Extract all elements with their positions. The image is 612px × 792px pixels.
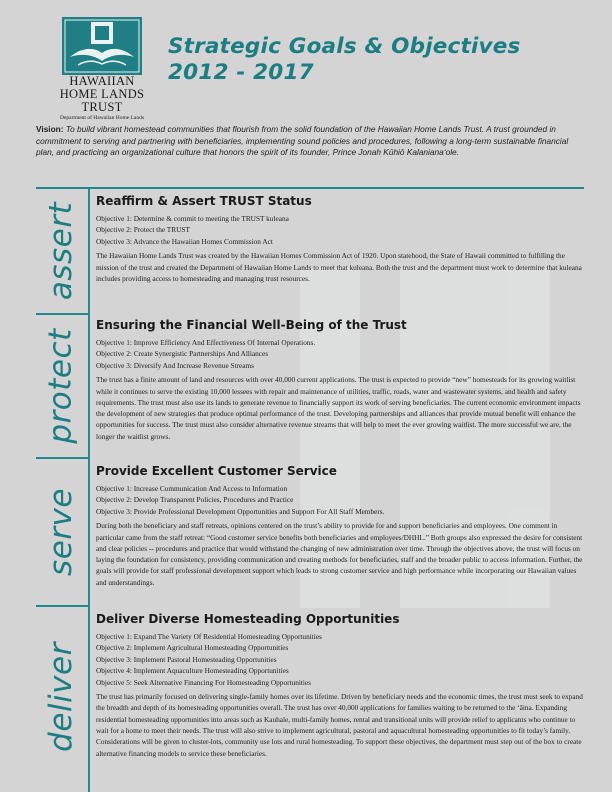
objective-item: Objective 2: Protect the TRUST [96,225,190,235]
title-line-1: Strategic Goals & Objectives [168,34,521,59]
section-paragraph: The trust has primarily focused on delivering single-family homes over its lifetime. Driven by beneficiary needs and the economic times, the trust must seek to expand the breadth and depth of its homesteading opportunities overall. The trust has over 40,000 applications for families waiting to be returned to the ʻāina. Expanding residential homesteading opportunities into areas such as Kauhale, multi-family homes, rental and transitional units will provide relief to applicants who continue to wait for a home to meet their needs. The trust will also strive to implement agricultural, pastoral and aquacultural homesteading opportunities to fit today’s family. Considerations will be given to cluster-lots, community use lots and rural homesteading. To support these objectives, the department must step out of the box to create alternative financing models to service these beneficiaries. [96,692,583,758]
side-label-deliver: deliver [43,642,80,752]
objective-item: Objective 3: Implement Pastoral Homesteading Opportunities [96,654,277,664]
objective-item: Objective 4: Implement Aquaculture Homesteading Opportunities [96,666,289,676]
section-deliver [96,611,584,759]
section-heading: Provide Excellent Customer Service [96,464,337,478]
logo-line-3: TRUST [81,100,123,114]
trust-logo-icon [62,17,142,75]
logo-department: Department of Hawaiian Home Lands [60,115,144,121]
objective-item: Objective 1: Increase Communication And Access to Information [96,484,288,493]
objective-item: Objective 2: Implement Agricultural Homesteading Opportunities [96,643,289,653]
logo-caption [40,75,164,122]
objective-item: Objective 1: Improve Efficiency And Effectiveness Of Internal Operations. [96,338,316,347]
objective-item: Objective 5: Seek Alternative Financing For Homesteading Opportunities [96,677,312,687]
title-line-2: 2012 - 2017 [168,60,314,85]
section-paragraph: The trust has a finite amount of land and resources with over 40,000 current applications. The trust is expected to provide “new” homesteads for its growing waitlist while it continues to serve the existing 10,000 lessees with repair and maintenance of utilities, traffic, roads, water and wastewater systems, and health and safety requirements. The trust must also use its lands to generate revenue to financially support its work of serving beneficiaries. The current economic environment impacts the development of new strategies that produce optimal performance of the trust. Developing partnerships and alliances that provide mutual benefit will enhance the opportunities for success. The trust must also consider alternative revenue streams that will help to meet the ever growing waitlist. The more successful we are, the longer the waitlist grows. [96,375,581,441]
objective-item: Objective 2: Develop Transparent Policies, Procedures and Practice [96,495,294,505]
vision-label: Vision: [36,124,64,134]
vision-statement [36,124,580,159]
section-paragraph: During both the beneficiary and staff retreats, opinions centered on the trust’s ability to provide for and support beneficiaries and employees. One comment in particular came from the staff retreat: “Good customer service benefits both beneficiaries and employees/DHHL.” Both groups also expressed the desire for consistent and clear policies -- procedures and practice that would withstand the changing of new administration over time. Through the objectives above, the trust will focus on laying the foundation for consistency, providing communication and creating methods for beneficiaries, staff and the broader public to access information. Further, the goals will provide for staff professional development support which leads to strong customer service and high performance while incorporating our Hawaiian values and understandings. [96,521,583,587]
section-protect [96,317,584,442]
section-heading: Ensuring the Financial Well-Being of the Trust [96,318,407,332]
section-serve [96,463,584,588]
objective-item: Objective 2: Create Synergistic Partnerships And Alliances [96,349,269,359]
vision-text: To build vibrant homestead communities that flourish from the solid foundation of the Hawaiian Home Lands Trust. A trust grounded in commitment to serving and partnering with beneficiaries, implementing sound policies and procedures, following a long-term sustainable financial plan, and practicing an organizational culture that honors the spirit of its founder, Prince Jonah Kūhiō Kalanianaʻole. [36,124,569,157]
objective-item: Objective 3: Diversify And Increase Revenue Streams [96,360,255,370]
side-label-protect: protect [43,328,80,444]
section-paragraph: The Hawaiian Home Lands Trust was created by the Hawaiian Homes Commission Act of 1920. Upon statehood, the State of Hawaii committed to fulfilling the mission of the trust and created the Department of Hawaiian Home Lands to meet that kuleana. Both the trust and the department must work to determine that kuleana includes providing access to homesteading and managing trust resources. [96,251,582,283]
objective-item: Objective 1: Expand The Variety Of Residential Homesteading Opportunities [96,632,322,641]
objective-item: Objective 3: Provide Professional Development Opportunities and Support For All Staff Members. [96,506,385,516]
section-divider [36,187,584,189]
section-assert [96,193,584,284]
logo-line-2: HOME LANDS [59,87,145,101]
side-label-serve: serve [43,488,80,576]
logo-line-1: HAWAIIAN [69,74,135,88]
objective-item: Objective 1: Determine & commit to meeting the TRUST kuleana [96,214,289,223]
section-heading: Reaffirm & Assert TRUST Status [96,194,312,208]
section-heading: Deliver Diverse Homesteading Opportunities [96,612,400,626]
page-title [168,34,521,86]
side-label-assert: assert [43,201,79,301]
objective-item: Objective 3: Advance the Hawaiian Homes Commission Act [96,236,273,246]
vertical-divider [88,187,90,792]
